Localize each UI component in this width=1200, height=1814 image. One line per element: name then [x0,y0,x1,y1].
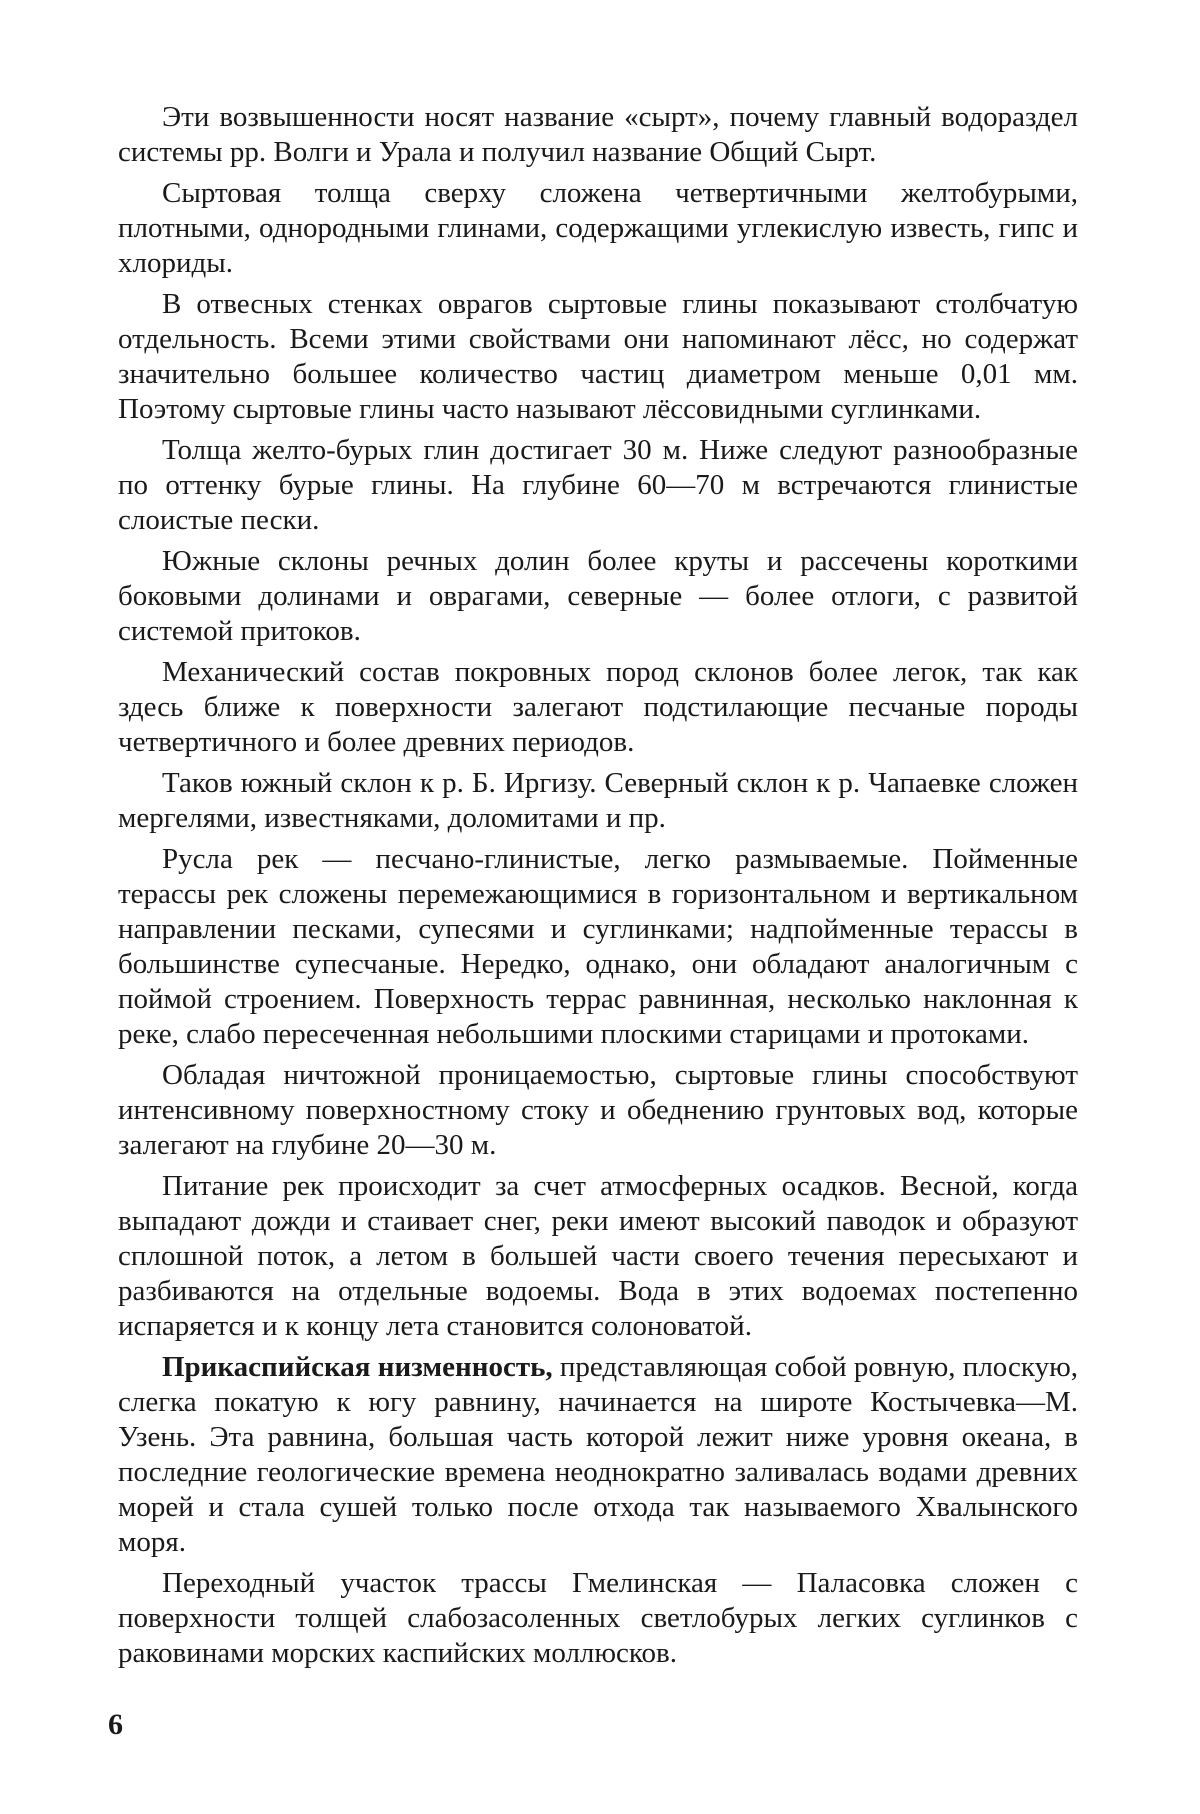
paragraph-text: Переходный участок трассы Гмелинская — Паласовка сложен с поверхности толщей слабозасоленных светлобурых легких суглинков с раковинами морских каспийских моллюсков. [118,1567,1078,1669]
paragraph-text: Толща желто-бурых глин достигает 30 м. Ниже следуют разнообразные по оттенку бурые глины. На глубине 60—70 м встречаются глинистые слоистые пески. [118,434,1078,536]
paragraph-text: В отвесных стенках оврагов сыртовые глины показывают столбчатую отдельность. Всеми этими свойствами они напоминают лёсс, но содержат значительно большее количество частиц диаметром меньше 0,01 мм. Поэтому сыртовые глины часто называют лёссовидными суглинками. [118,288,1078,425]
paragraph-3 [118,287,1078,427]
paragraph-text: Механический состав покровных пород склонов более легок, так как здесь ближе к поверхности залегают подстилающие песчаные породы четвертичного и более древних периодов. [118,656,1078,758]
paragraph-6 [118,655,1078,760]
page-number: 6 [108,1708,123,1741]
paragraph-text: представляющая собой ровную, плоскую, слегка покатую к югу равнину, начинается на широте Костычевка—М. Узень. Эта равнина, большая часть которой лежит ниже уровня океана, в последние геологические времена неоднократно заливалась водами древних морей и стала сушей только после отхода так называемого Хвалынского моря. [118,1351,1078,1558]
paragraph-12 [118,1566,1078,1671]
paragraph-1 [118,100,1078,170]
paragraph-lead: Прикаспийская низменность, [162,1351,553,1383]
page-body [118,100,1078,1677]
paragraph-text: Эти возвышенности носят название «сырт», почему главный водораздел системы рр. Волги и Урала и получил название Общий Сырт. [118,101,1078,168]
paragraph-5 [118,544,1078,649]
paragraph-text: Обладая ничтожной проницаемостью, сыртовые глины способствуют интенсивному поверхностному стоку и обеднению грунтовых вод, которые залегают на глубине 20—30 м. [118,1059,1078,1161]
paragraph-text: Русла рек — песчано-глинистые, легко размываемые. Пойменные терассы рек сложены перемежающимися в горизонтальном и вертикальном направлении песками, супесями и суглинками; надпойменные терассы в большинстве супесчаные. Нередко, однако, они обладают аналогичным с поймой строением. Поверхность террас равнинная, несколько наклонная к реке, слабо пересеченная небольшими плоскими старицами и протоками. [118,843,1078,1050]
paragraph-7 [118,766,1078,836]
paragraph-text: Таков южный склон к р. Б. Иргизу. Северный склон к р. Чапаевке сложен мергелями, известняками, доломитами и пр. [118,767,1078,834]
paragraph-text: Южные склоны речных долин более круты и рассечены короткими боковыми долинами и оврагами, северные — более отлоги, с развитой системой притоков. [118,545,1078,647]
paragraph-text: Питание рек происходит за счет атмосферных осадков. Весной, когда выпадают дожди и стаивает снег, реки имеют высокий паводок и образуют сплошной поток, а летом в большей части своего течения пересыхают и разбиваются на отдельные водоемы. Вода в этих водоемах постепенно испаряется и к концу лета становится солоноватой. [118,1170,1078,1342]
paragraph-text: Сыртовая толща сверху сложена четвертичными желтобурыми, плотными, однородными глинами, содержащими углекислую известь, гипс и хлориды. [118,177,1078,279]
paragraph-11 [118,1350,1078,1560]
paragraph-2 [118,176,1078,281]
paragraph-10 [118,1169,1078,1344]
paragraph-9 [118,1058,1078,1163]
paragraph-8 [118,842,1078,1052]
paragraph-4 [118,433,1078,538]
